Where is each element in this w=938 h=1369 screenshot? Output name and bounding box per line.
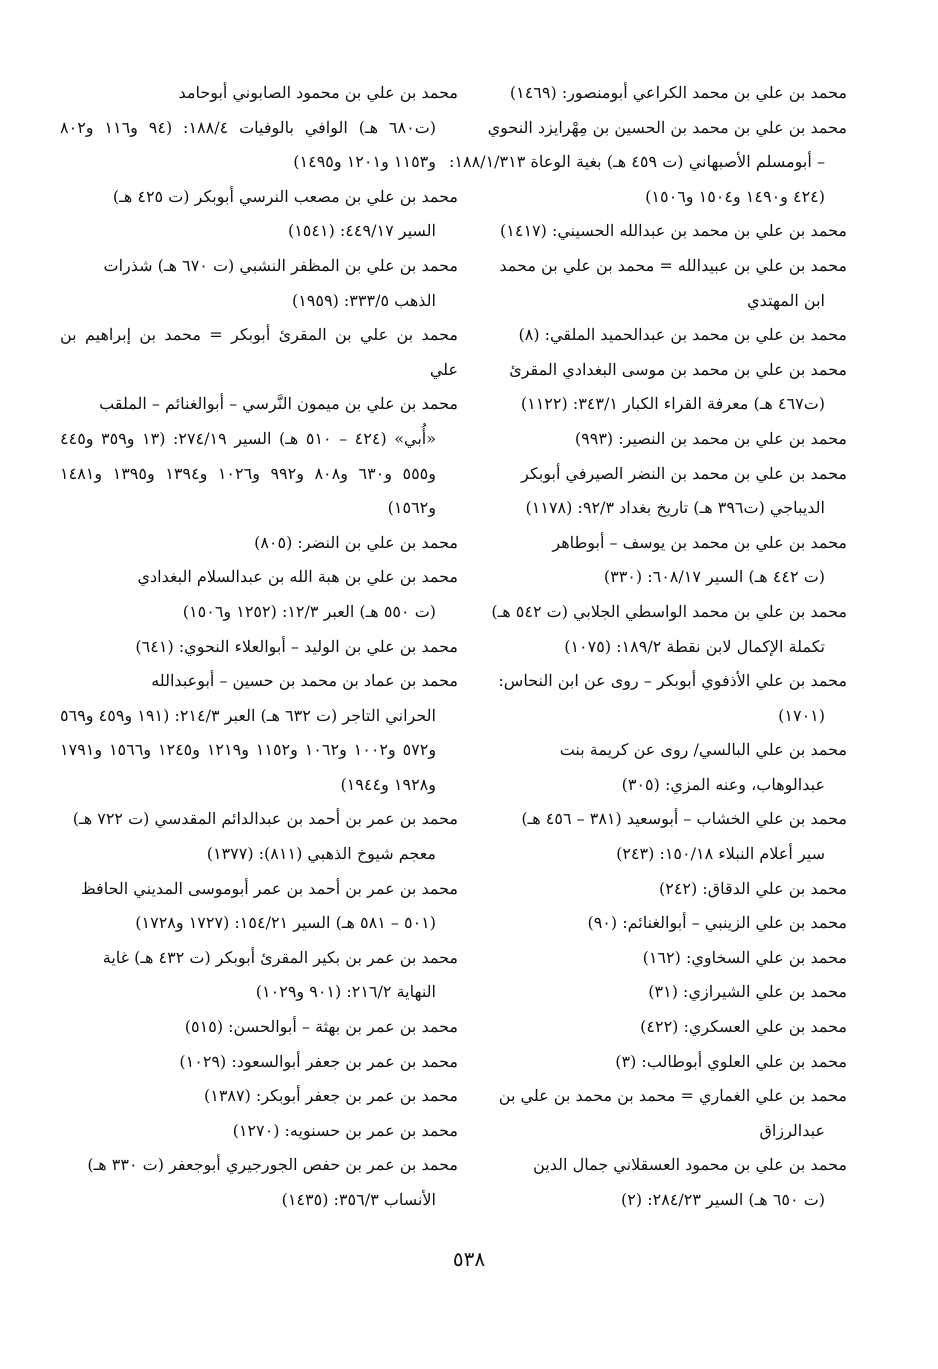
index-entry [449,802,847,871]
index-entry [449,941,847,976]
index-entry [60,1045,458,1080]
index-entry [60,941,458,1010]
entry-heading: محمد بن علي بن مصعب النرسي أبوبكر (ت ٤٢٥ هـ) [112,186,458,206]
index-column-right [449,76,847,1218]
entry-continuation: الحراني التاجر (ت ٦٣٢ هـ) العبر ٢١٤/٣: (١٩١ و٤٥٩ و٥٦٩ و٥٧٢ و١٠٠٢ و١٠٦٢ و١١٥٢ و١٢١٩ و١٢٤٥ و١٥٦٦ و١٧٩١ و١٩٢٨ و١٩٤٤) [60,705,437,794]
entry-heading: محمد بن علي الدقاق: (٢٤٢) [658,878,847,898]
entry-heading: محمد بن علي بن الوليد – أبوالعلاء النحوي: (٦٤١) [135,636,458,656]
entry-continuation: معجم شيوخ الذهبي (٨١١): (١٣٧٧) [206,844,436,864]
index-entry [449,906,847,941]
entry-heading: محمد بن عمر بن حفص الجورجيري أبوجعفر (ت ٣٣٠ هـ) [87,1155,458,1175]
entry-continuation: (ت ٥٥٠ هـ) العبر ١٢/٣: (١٢٥٢ و١٥٠٦) [182,601,436,621]
index-entry [449,664,847,733]
index-entry [449,318,847,353]
index-entry [60,560,458,629]
index-entry [60,872,458,941]
entry-heading: محمد بن علي الشيرازي: (٣١) [648,982,847,1002]
index-entry [60,630,458,665]
entry-heading: محمد بن عمر بن أحمد بن عبدالدائم المقدسي (ت ٧٢٢ هـ) [72,809,458,829]
entry-heading: محمد بن عمر بن أحمد بن عمر أبوموسى المديني الحافظ [80,878,458,898]
index-entry [449,595,847,664]
index-entry [60,1079,458,1114]
entry-heading: محمد بن علي بن النضر: (٨٠٥) [254,532,458,552]
entry-heading: محمد بن عمر بن بهثة – أبوالحسن: (٥١٥) [184,1017,458,1037]
index-entry [60,387,458,525]
index-entry [449,975,847,1010]
index-column-left [60,76,458,1218]
index-entry [60,526,458,561]
entry-heading: محمد بن علي العلوي أبوطالب: (٣) [615,1051,847,1071]
entry-heading: محمد بن علي بن ميمون النَّرسي – أبوالغنائم – الملقب [99,394,458,414]
index-entry [449,76,847,111]
entry-heading: محمد بن علي بن المظفر النشبي (ت ٦٧٠ هـ) شذرات [103,255,458,275]
index-entry [449,353,847,422]
index-entry [60,802,458,871]
index-entry [449,1079,847,1148]
index-entry [449,422,847,457]
entry-continuation: (ت٤٦٧ هـ) معرفة القراء الكبار ٣٤٣/١: (١١٢٢) [520,394,825,414]
entry-heading: محمد بن علي بن محمود العسقلاني جمال الدين [533,1155,847,1175]
entry-continuation: السير ٤٤٩/١٧: (١٥٤١) [287,221,436,241]
entry-heading: محمد بن علي بن عبيدالله = محمد بن علي بن محمد [499,255,847,275]
entry-heading: محمد بن عمر بن بكير المقرئ أبوبكر (ت ٤٣٢ هـ) غاية [102,947,458,967]
index-entry [60,76,458,180]
index-entry [449,1148,847,1217]
entry-continuation: الذهب ٣٣٣/٥: (١٩٥٩) [291,290,436,310]
entry-continuation: (ت٦٨٠ هـ) الوافي بالوفيات ١٨٨/٤: (٩٤ و١١٦ و٨٠٢ و١١٥٣ و١٢٠١ و١٤٩٥) [60,117,437,172]
entry-continuation: – أبومسلم الأصبهاني (ت ٤٥٩ هـ) بغية الوعاة ١٨٨/١/٣١٣: (٤٢٤ و١٤٩٠ و١٥٠٤ و١٥٠٦) [449,152,825,206]
entry-continuation: ابن المهتدي [747,290,825,310]
entry-continuation: عبدالوهاب، وعنه المزي: (٣٠٥) [621,774,825,794]
entry-heading: محمد بن علي البالسي/ روى عن كريمة بنت [559,740,847,760]
index-entry [449,872,847,907]
entry-continuation: النهاية ٢١٦/٢: (٩٠١ و١٠٢٩) [255,982,436,1002]
entry-continuation: (ت ٤٤٢ هـ) السير ٦٠٨/١٧: (٣٣٠) [603,567,825,587]
entry-continuation: الديباجي (ت٣٩٦ هـ) تاريخ بغداد ٩٢/٣: (١١٧٨) [525,498,825,518]
entry-heading: محمد بن علي العسكري: (٤٢٢) [640,1017,847,1037]
entry-heading: محمد بن عمر بن حسنويه: (١٢٧٠) [232,1120,458,1140]
index-entry [60,1010,458,1045]
entry-heading: محمد بن علي الخشاب – أبوسعيد (٣٨١ – ٤٥٦ هـ) [521,809,847,829]
index-entry [449,111,847,215]
entry-heading: محمد بن علي بن محمد بن النضر الصيرفي أبوبكر [521,463,847,483]
index-entry [60,318,458,387]
entry-heading: محمد بن عمر بن جعفر أبوالسعود: (١٠٢٩) [179,1051,458,1071]
entry-heading: محمد بن علي بن المقرئ أبوبكر = محمد بن إبراهيم بن علي [60,325,458,379]
entry-heading: محمد بن علي بن محمد الكراعي أبومنصور: (١٤٦٩) [509,83,847,102]
entry-continuation: (ت ٦٥٠ هـ) السير ٢٨٤/٢٣: (٢) [621,1190,825,1209]
entry-heading: محمد بن علي الغماري = محمد بن محمد بن علي بن [498,1086,847,1106]
index-entry [449,214,847,249]
entry-continuation: سير أعلام النبلاء ١٥٠/١٨: (٢٤٣) [616,844,825,864]
index-entry [60,1114,458,1149]
entry-heading: محمد بن عماد بن محمد بن حسين – أبوعبدالله [151,671,458,691]
index-entry [449,526,847,595]
page-number: ٥٣٨ [452,1247,486,1271]
index-entry [449,1045,847,1080]
entry-heading: محمد بن علي بن هبة الله بن عبدالسلام البغدادي [137,567,458,587]
index-entry [60,664,458,802]
entry-heading: محمد بن علي الأذفوي أبوبكر – روى عن ابن النحاس: [498,671,847,691]
entry-continuation: الأنساب ٣٥٦/٣: (١٤٣٥) [281,1190,436,1209]
entry-heading: محمد بن علي بن محمد بن موسى البغدادي المقرئ [509,359,847,379]
index-entry [449,457,847,526]
entry-continuation: (١٧٠١) [778,705,825,725]
entry-heading: محمد بن علي بن محمد بن الحسين بن مِهْرايزد النحوي [487,117,847,137]
entry-continuation: (٥٠١ – ٥٨١ هـ) السير ١٥٤/٢١: (١٧٢٧ و١٧٢٨) [135,913,436,933]
index-entry [60,249,458,318]
entry-heading: محمد بن علي السخاوي: (١٦٢) [642,947,847,967]
index-entry [449,733,847,802]
index-entry [449,249,847,318]
entry-heading: محمد بن علي الزينبي – أبوالغنائم: (٩٠) [587,913,847,933]
entry-continuation: تكملة الإكمال لابن نقطة ١٨٩/٢: (١٠٧٥) [564,636,825,656]
entry-continuation: عبدالرزاق [759,1120,825,1140]
entry-heading: محمد بن عمر بن جعفر أبوبكر: (١٣٨٧) [203,1086,458,1106]
entry-heading: محمد بن علي بن محمد بن عبدالحميد الملقي: (٨) [518,325,847,345]
index-entry [60,1148,458,1217]
entry-heading: محمد بن علي بن محمد الواسطي الجلابي (ت ٥٤٢ هـ) [491,601,847,621]
index-entry [449,1010,847,1045]
entry-heading: محمد بن علي بن محمد بن النصير: (٩٩٣) [574,428,847,448]
entry-continuation: «أُبي» (٤٢٤ – ٥١٠ هـ) السير ٢٧٤/١٩: (١٣ و٣٥٩ و٤٤٥ و٥٥٥ و٦٣٠ و٨٠٨ و٩٩٢ و١٠٢٦ و١٣٩٤ و١٣٩٥ و١٤٨١ و١٥٦٢) [60,428,436,518]
entry-heading: محمد بن علي بن محمد بن عبدالله الحسيني: (١٤١٧) [500,221,847,241]
entry-heading: محمد بن علي بن محمد بن يوسف – أبوطاهر [552,532,847,552]
index-entry [60,180,458,249]
entry-heading: محمد بن علي بن محمود الصابوني أبوحامد [178,83,458,102]
